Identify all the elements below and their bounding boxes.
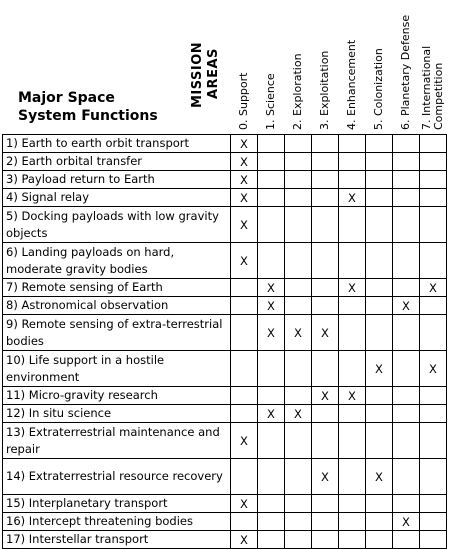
mission-mark-cell: X xyxy=(231,207,258,243)
mission-mark-cell xyxy=(366,297,393,315)
column-header-line: 3. Exploitation xyxy=(318,50,331,130)
function-label: 17) Interstellar transport xyxy=(3,531,231,549)
mission-mark-cell: X xyxy=(231,495,258,513)
table-row xyxy=(3,135,447,153)
mission-mark-cell xyxy=(312,279,339,297)
mission-mark-cell xyxy=(285,423,312,459)
mission-mark-cell xyxy=(393,171,420,189)
mission-mark-cell xyxy=(231,459,258,495)
mission-mark-cell xyxy=(312,207,339,243)
mission-mark-cell xyxy=(393,135,420,153)
table-row xyxy=(3,513,447,531)
mission-mark-cell xyxy=(393,405,420,423)
mission-mark-cell xyxy=(285,387,312,405)
mission-mark-cell xyxy=(420,153,447,171)
table-row xyxy=(3,189,447,207)
function-mission-matrix xyxy=(2,134,447,549)
function-label: 15) Interplanetary transport xyxy=(3,495,231,513)
table-row xyxy=(3,459,447,495)
mission-mark-cell xyxy=(420,207,447,243)
mission-mark-cell xyxy=(393,279,420,297)
mission-mark-cell xyxy=(366,495,393,513)
mission-mark-cell: X xyxy=(312,387,339,405)
table-row xyxy=(3,153,447,171)
mission-mark-cell xyxy=(420,135,447,153)
mission-mark-cell xyxy=(393,495,420,513)
mission-mark-cell xyxy=(285,171,312,189)
column-header xyxy=(421,46,445,130)
mission-mark-cell xyxy=(285,351,312,387)
mission-mark-cell: X xyxy=(258,297,285,315)
mission-mark-cell xyxy=(312,531,339,549)
mission-mark-cell xyxy=(339,531,366,549)
mission-mark-cell xyxy=(420,171,447,189)
mission-mark-cell xyxy=(312,171,339,189)
mission-mark-cell xyxy=(258,423,285,459)
mission-mark-cell xyxy=(420,531,447,549)
mission-mark-cell: X xyxy=(339,279,366,297)
mission-mark-cell xyxy=(285,153,312,171)
mission-mark-cell xyxy=(366,153,393,171)
column-header xyxy=(238,73,250,130)
function-label: 6) Landing payloads on hard, moderate gravity bodies xyxy=(3,243,231,279)
mission-mark-cell xyxy=(393,315,420,351)
mission-mark-cell xyxy=(420,315,447,351)
mission-mark-cell xyxy=(312,351,339,387)
mission-mark-cell xyxy=(258,189,285,207)
table-row xyxy=(3,171,447,189)
mission-mark-cell xyxy=(231,315,258,351)
mission-areas-label-line-1: MISSION xyxy=(190,41,205,108)
mission-mark-cell xyxy=(231,387,258,405)
mission-mark-cell xyxy=(312,495,339,513)
mission-mark-cell: X xyxy=(285,405,312,423)
mission-mark-cell xyxy=(420,495,447,513)
mission-mark-cell: X xyxy=(258,315,285,351)
mission-mark-cell xyxy=(420,405,447,423)
mission-mark-cell xyxy=(366,531,393,549)
mission-mark-cell xyxy=(339,297,366,315)
mission-mark-cell xyxy=(366,135,393,153)
mission-mark-cell xyxy=(366,279,393,297)
mission-mark-cell xyxy=(339,513,366,531)
mission-mark-cell: X xyxy=(312,315,339,351)
mission-mark-cell xyxy=(258,153,285,171)
table-row xyxy=(3,351,447,387)
mission-mark-cell xyxy=(285,297,312,315)
mission-mark-cell: X xyxy=(231,189,258,207)
mission-mark-cell xyxy=(393,243,420,279)
table-row xyxy=(3,207,447,243)
mission-mark-cell: X xyxy=(231,171,258,189)
mission-mark-cell xyxy=(312,135,339,153)
mission-mark-cell xyxy=(366,189,393,207)
mission-mark-cell: X xyxy=(258,279,285,297)
mission-mark-cell xyxy=(339,207,366,243)
mission-mark-cell xyxy=(258,207,285,243)
mission-mark-cell: X xyxy=(339,387,366,405)
table-row xyxy=(3,279,447,297)
column-header-line: 6. Planetary Defense xyxy=(399,14,412,130)
mission-mark-cell xyxy=(258,387,285,405)
mission-mark-cell xyxy=(393,207,420,243)
mission-mark-cell xyxy=(366,171,393,189)
column-header xyxy=(400,15,412,130)
function-label: 13) Extraterrestrial maintenance and repair xyxy=(3,423,231,459)
mission-mark-cell: X xyxy=(231,135,258,153)
mission-mark-cell xyxy=(393,351,420,387)
function-label: 4) Signal relay xyxy=(3,189,231,207)
mission-mark-cell: X xyxy=(231,243,258,279)
mission-mark-cell xyxy=(393,153,420,171)
function-label: 10) Life support in a hostile environment xyxy=(3,351,231,387)
mission-mark-cell xyxy=(339,495,366,513)
mission-mark-cell xyxy=(258,351,285,387)
mission-mark-cell xyxy=(339,171,366,189)
column-header-line: 0. Support xyxy=(237,72,250,130)
mission-mark-cell xyxy=(366,243,393,279)
mission-mark-cell xyxy=(312,243,339,279)
mission-mark-cell xyxy=(312,189,339,207)
mission-mark-cell: X xyxy=(231,531,258,549)
mission-mark-cell xyxy=(258,243,285,279)
mission-mark-cell xyxy=(420,243,447,279)
function-label: 12) In situ science xyxy=(3,405,231,423)
table-row xyxy=(3,495,447,513)
mission-areas-label-line-2: AREAS xyxy=(206,48,221,99)
mission-mark-cell xyxy=(339,315,366,351)
mission-mark-cell xyxy=(393,423,420,459)
mission-mark-cell xyxy=(420,189,447,207)
mission-mark-cell xyxy=(339,153,366,171)
mission-mark-cell: X xyxy=(420,351,447,387)
mission-mark-cell xyxy=(231,279,258,297)
mission-mark-cell: X xyxy=(258,405,285,423)
mission-mark-cell xyxy=(312,153,339,171)
column-header-line: Competition xyxy=(432,62,445,130)
column-header-line: 4. Enhancement xyxy=(345,39,358,130)
column-header-line: 5. Colonization xyxy=(372,48,385,130)
mission-mark-cell: X xyxy=(393,297,420,315)
mission-mark-cell xyxy=(285,207,312,243)
mission-mark-cell xyxy=(285,189,312,207)
column-header-line: 7. International xyxy=(420,45,433,130)
mission-mark-cell xyxy=(285,243,312,279)
function-label: 3) Payload return to Earth xyxy=(3,171,231,189)
mission-mark-cell xyxy=(285,495,312,513)
table-row xyxy=(3,423,447,459)
column-header-line: 1. Science xyxy=(264,73,277,130)
column-header xyxy=(292,53,304,130)
column-header xyxy=(319,51,331,130)
function-label: 1) Earth to earth orbit transport xyxy=(3,135,231,153)
mission-mark-cell xyxy=(393,189,420,207)
mission-mark-cell xyxy=(420,423,447,459)
mission-mark-cell: X xyxy=(366,459,393,495)
mission-mark-cell: X xyxy=(339,189,366,207)
table-row xyxy=(3,405,447,423)
function-label: 8) Astronomical observation xyxy=(3,297,231,315)
table-title-line-2: System Functions xyxy=(18,108,158,124)
mission-mark-cell xyxy=(231,513,258,531)
mission-mark-cell xyxy=(366,423,393,459)
table-title-line-1: Major Space xyxy=(18,90,115,106)
mission-mark-cell xyxy=(258,459,285,495)
function-label: 14) Extraterrestrial resource recovery xyxy=(3,459,231,495)
mission-mark-cell xyxy=(420,513,447,531)
mission-mark-cell xyxy=(258,135,285,153)
mission-mark-cell xyxy=(231,297,258,315)
mission-mark-cell xyxy=(285,531,312,549)
mission-mark-cell xyxy=(258,495,285,513)
table-row xyxy=(3,387,447,405)
column-header-line: 2. Exploration xyxy=(291,53,304,130)
column-header xyxy=(373,48,385,130)
mission-mark-cell xyxy=(312,405,339,423)
mission-mark-cell xyxy=(339,459,366,495)
table-row xyxy=(3,531,447,549)
mission-mark-cell: X xyxy=(420,279,447,297)
mission-mark-cell: X xyxy=(231,153,258,171)
mission-mark-cell xyxy=(393,459,420,495)
mission-mark-cell xyxy=(231,405,258,423)
mission-mark-cell xyxy=(420,387,447,405)
mission-mark-cell: X xyxy=(366,351,393,387)
mission-mark-cell xyxy=(366,315,393,351)
mission-mark-cell xyxy=(258,531,285,549)
mission-mark-cell xyxy=(393,531,420,549)
mission-mark-cell xyxy=(285,279,312,297)
mission-mark-cell xyxy=(393,387,420,405)
mission-mark-cell xyxy=(285,459,312,495)
mission-mark-cell xyxy=(285,513,312,531)
mission-mark-cell xyxy=(420,297,447,315)
function-label: 7) Remote sensing of Earth xyxy=(3,279,231,297)
mission-mark-cell xyxy=(312,423,339,459)
mission-mark-cell xyxy=(339,135,366,153)
column-header xyxy=(346,40,358,130)
mission-mark-cell xyxy=(231,351,258,387)
mission-mark-cell xyxy=(258,171,285,189)
table-row xyxy=(3,243,447,279)
table-row xyxy=(3,315,447,351)
mission-mark-cell xyxy=(339,243,366,279)
mission-mark-cell: X xyxy=(393,513,420,531)
mission-mark-cell xyxy=(312,513,339,531)
mission-mark-cell xyxy=(258,513,285,531)
mission-mark-cell: X xyxy=(312,459,339,495)
mission-mark-cell xyxy=(366,405,393,423)
mission-mark-cell xyxy=(420,459,447,495)
function-label: 16) Intercept threatening bodies xyxy=(3,513,231,531)
function-label: 9) Remote sensing of extra-terrestrial bodies xyxy=(3,315,231,351)
mission-mark-cell xyxy=(312,297,339,315)
mission-mark-cell xyxy=(339,405,366,423)
mission-mark-cell: X xyxy=(285,315,312,351)
mission-mark-cell xyxy=(285,135,312,153)
mission-mark-cell xyxy=(366,207,393,243)
function-label: 11) Micro-gravity research xyxy=(3,387,231,405)
mission-mark-cell xyxy=(339,351,366,387)
table-row xyxy=(3,297,447,315)
mission-mark-cell: X xyxy=(231,423,258,459)
mission-mark-cell xyxy=(339,423,366,459)
mission-mark-cell xyxy=(366,387,393,405)
mission-mark-cell xyxy=(366,513,393,531)
function-label: 5) Docking payloads with low gravity objects xyxy=(3,207,231,243)
function-label: 2) Earth orbital transfer xyxy=(3,153,231,171)
column-header xyxy=(265,73,277,130)
